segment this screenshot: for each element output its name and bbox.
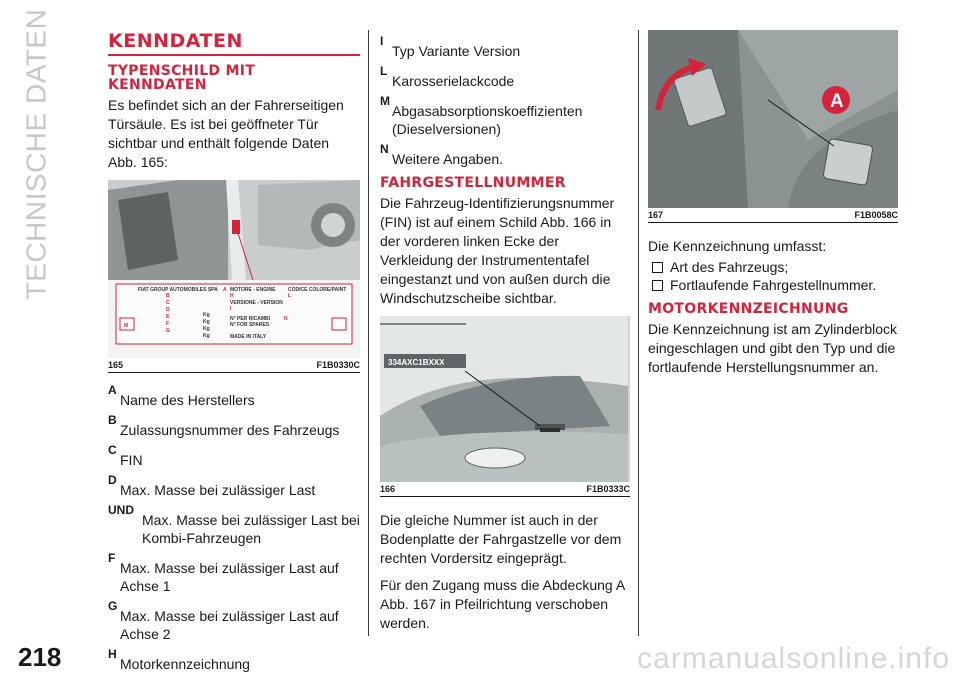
definition-list: [108, 383, 360, 673]
definition-text: Name des Herstellers: [120, 392, 255, 408]
plate-letter: F: [166, 321, 170, 327]
definition-key: L: [380, 64, 388, 78]
section-side-title: TECHNISCHE DATEN: [20, 8, 51, 300]
plate-kg: Kg: [203, 333, 210, 339]
definition-text: Weitere Angaben.: [392, 151, 504, 167]
checkbox-bullet-icon: [652, 262, 663, 273]
plate-letter: N: [284, 316, 288, 322]
definition-item: [108, 599, 360, 643]
definition-text: Max. Masse bei zulässiger Last auf Achse 2: [120, 608, 339, 642]
plate-letter: H: [230, 293, 234, 299]
definition-key: F: [108, 551, 116, 565]
vin-tag: 334AXC1BXXX: [388, 358, 445, 367]
cover-marker-a: A: [830, 91, 844, 112]
figure-number: 167: [648, 210, 664, 220]
plate-kg: Kg: [203, 326, 210, 332]
definition-item: [380, 142, 630, 168]
definition-text: Abgasabsorptionskoeffizienten (Dieselversionen): [392, 103, 583, 137]
plate-letter: G: [166, 328, 170, 334]
figure-code: F1B0058C: [854, 210, 898, 220]
checkbox-bullet-icon: [652, 280, 663, 291]
definition-item: [380, 34, 630, 60]
definition-key: M: [380, 94, 390, 108]
plate-letter: D: [166, 307, 170, 313]
plate-motor-label: MOTORE - ENGINE: [230, 287, 276, 293]
vin-text-2: Die gleiche Nummer ist auch in der Bodenplatte der Fahrgastzelle vor dem rechten Vordersitz eingeprägt.: [380, 512, 622, 566]
figure-165: [108, 180, 360, 358]
plate-intro: Es befindet sich an der Fahrerseitigen Türsäule. Es ist bei geöffneter Tür sichtbar und enthält folgende Daten Abb. 165:: [108, 97, 344, 170]
definition-key: B: [108, 413, 117, 427]
engine-heading: MOTORKENNZEICHNUNG: [648, 301, 849, 317]
plate-letter: L: [288, 293, 292, 299]
definition-text: Typ Variante Version: [392, 43, 521, 59]
definition-text: Karosserielackcode: [392, 73, 515, 89]
definition-item: [108, 383, 360, 409]
figure-number: 165: [108, 360, 124, 370]
definition-key: C: [108, 443, 117, 457]
figure-165-caption: [108, 358, 360, 373]
plate-letter: B: [166, 293, 170, 299]
page-number: 218: [18, 642, 62, 672]
floor-cover-illustration: [648, 30, 898, 208]
definition-item: [108, 647, 360, 673]
door-pillar-illustration: [108, 180, 360, 358]
figure-167-caption: [648, 208, 898, 223]
plate-kg: Kg: [203, 312, 210, 318]
definition-item: [108, 503, 360, 547]
list-item: Fortlaufende Fahrgestellnummer.: [648, 276, 898, 294]
definition-item: [108, 443, 360, 469]
definition-item: [108, 473, 360, 499]
figure-166-caption: [380, 482, 630, 497]
definition-item: [380, 94, 630, 138]
column-3: [648, 30, 898, 385]
definition-key: I: [380, 34, 384, 48]
figure-number: 166: [380, 484, 396, 494]
figure-code: F1B0330C: [316, 360, 360, 370]
plate-letter: E: [166, 314, 170, 320]
definition-text: Max. Masse bei zulässiger Last bei Kombi-Fahrzeugen: [142, 512, 360, 546]
plate-spares-2: N° FOR SPARES: [230, 322, 270, 328]
vin-heading: FAHRGESTELLNUMMER: [380, 175, 566, 191]
main-heading: KENNDATEN: [108, 30, 360, 56]
ident-intro: Die Kennzeichnung umfasst:: [648, 238, 827, 254]
column-2: [380, 30, 630, 641]
figure-code: F1B0333C: [586, 484, 630, 494]
definition-key: UND: [108, 503, 134, 517]
definition-text: Max. Masse bei zulässiger Last auf Achse 1: [120, 560, 339, 594]
column-divider: [638, 30, 639, 636]
plate-heading: TYPENSCHILD MIT KENNDATEN: [108, 63, 256, 93]
vin-text-3: Für den Zugang muss die Abdeckung A Abb. 167 in Pfeilrichtung verschoben werden.: [380, 577, 625, 631]
definition-text: Max. Masse bei zulässiger Last: [120, 482, 316, 498]
plate-letter: M: [124, 323, 129, 329]
definition-key: H: [108, 647, 117, 661]
definition-key: N: [380, 142, 389, 156]
definition-key: A: [108, 383, 117, 397]
plate-letter: I: [230, 306, 232, 312]
definition-item: [108, 413, 360, 439]
definition-item: [108, 551, 360, 595]
definition-text: FIN: [120, 452, 143, 468]
plate-letter: C: [166, 300, 170, 306]
plate-version-label: VERSIONE - VERSION: [230, 300, 283, 306]
definition-text: Motorkennzeichnung: [120, 656, 250, 672]
list-item: Art des Fahrzeugs;: [648, 258, 898, 276]
vin-text: Die Fahrzeug-Identifizierungsnummer (FIN) ist auf einem Schild Abb. 166 in der vorderen linken Ecke der Verkleidung der Instrumententafel eingestanzt und von außen durch die Windschutzscheibe sichtbar.: [380, 195, 615, 306]
plate-manufacturer: FIAT GROUP AUTOMOBILES SPA: [138, 287, 218, 293]
definition-list: [380, 30, 630, 168]
figure-166: [380, 316, 630, 482]
figure-167: [648, 30, 898, 208]
column-divider: [368, 30, 369, 636]
plate-made-in: MADE IN ITALY: [230, 334, 267, 340]
car-front-illustration: [380, 316, 628, 482]
definition-text: Zulassungsnummer des Fahrzeugs: [120, 422, 340, 438]
definition-key: D: [108, 473, 117, 487]
plate-kg: Kg: [203, 319, 210, 325]
definition-key: G: [108, 599, 118, 613]
definition-item: [380, 64, 630, 90]
plate-color-label: CODICE COLORE/PAINT: [288, 287, 347, 293]
plate-spares-1: N° PER RICAMBI: [230, 316, 271, 322]
watermark: carmanualsonline.info: [637, 642, 950, 675]
engine-text: Die Kennzeichnung ist am Zylinderblock eingeschlagen und gibt den Typ und die fortlaufende Herstellungsnummer an.: [648, 321, 898, 375]
plate-letter: A: [223, 287, 227, 293]
column-1: [108, 30, 360, 681]
